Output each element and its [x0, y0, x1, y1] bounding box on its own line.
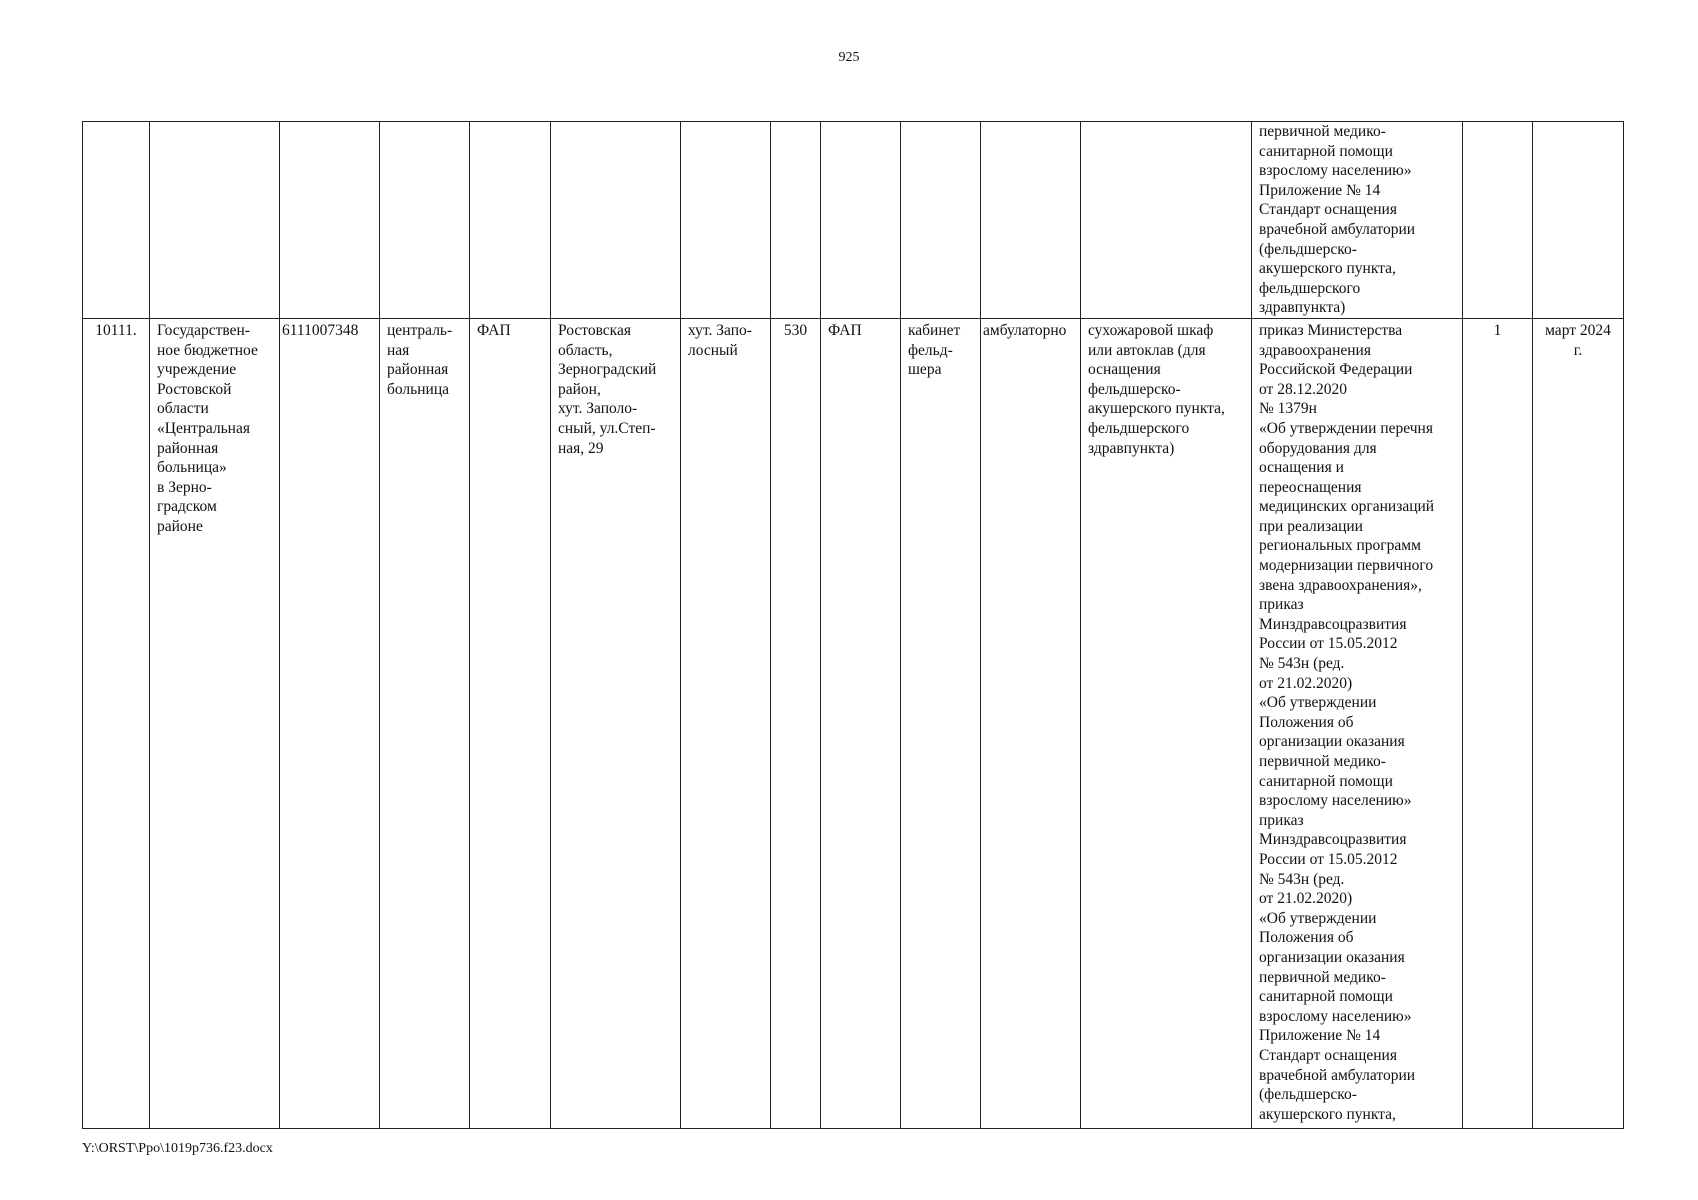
cell-quantity: 1	[1463, 318, 1533, 1128]
cell-org-type: централь- ная районная больница	[380, 318, 470, 1128]
cell-settlement: хут. Запо- лосный	[681, 318, 771, 1128]
cell-date	[1533, 122, 1624, 319]
cell-population: 530	[771, 318, 821, 1128]
cell-facility	[821, 122, 901, 319]
cell-population	[771, 122, 821, 319]
cell-organization: Государствен- ное бюджетное учреждение Ростовской области «Центральная районная больница» в Зерно- градском районе	[150, 318, 280, 1128]
cell-address	[551, 122, 681, 319]
cell-settlement	[681, 122, 771, 319]
footer-file-path: Y:\ORST\Ppo\1019p736.f23.docx	[82, 1141, 273, 1156]
cell-date: март 2024 г.	[1533, 318, 1624, 1128]
cell-basis: первичной медико- санитарной помощи взрослому населению» Приложение № 14 Стандарт оснащения врачебной амбулатории (фельдшерско- акушерского пункта, фельдшерского здравпункта)	[1252, 122, 1463, 319]
cell-inn: 6111007348	[280, 318, 380, 1128]
equipment-table	[82, 121, 1624, 1129]
cell-equipment: сухожаровой шкаф или автоклав (для оснащения фельдшерско- акушерского пункта, фельдшерского здравпункта)	[1081, 318, 1252, 1128]
cell-inn	[280, 122, 380, 319]
cell-unit-type	[470, 122, 551, 319]
cell-care-form	[981, 122, 1081, 319]
cell-quantity	[1463, 122, 1533, 319]
cell-basis: приказ Министерства здравоохранения Российской Федерации от 28.12.2020 № 1379н «Об утверждении перечня оборудования для оснащения и переоснащения медицинских организаций при реализации региональных программ модернизации первичного звена здравоохранения», приказ Минздравсоцразвития России от 15.05.2012 № 543н (ред. от 21.02.2020) «Об утверждении Положения об организации оказания первичной медико- санитарной помощи взрослому населению» приказ Минздравсоцразвития России от 15.05.2012 № 543н (ред. от 21.02.2020) «Об утверждении Положения об организации оказания первичной медико- санитарной помощи взрослому населению» Приложение № 14 Стандарт оснащения врачебной амбулатории (фельдшерско- акушерского пункта,	[1252, 318, 1463, 1128]
cell-address: Ростовская область, Зерноградский район, хут. Заполо- сный, ул.Степ- ная, 29	[551, 318, 681, 1128]
page-number: 925	[838, 50, 860, 65]
cell-unit-type: ФАП	[470, 318, 551, 1128]
cell-room: кабинет фельд- шера	[901, 318, 981, 1128]
cell-equipment	[1081, 122, 1252, 319]
cell-number	[83, 122, 150, 319]
cell-care-form: амбулаторно	[981, 318, 1081, 1128]
table-row	[83, 318, 1624, 1128]
cell-facility: ФАП	[821, 318, 901, 1128]
cell-organization	[150, 122, 280, 319]
cell-number: 10111.	[83, 318, 150, 1128]
table-row-continuation	[83, 122, 1624, 319]
cell-room	[901, 122, 981, 319]
cell-org-type	[380, 122, 470, 319]
